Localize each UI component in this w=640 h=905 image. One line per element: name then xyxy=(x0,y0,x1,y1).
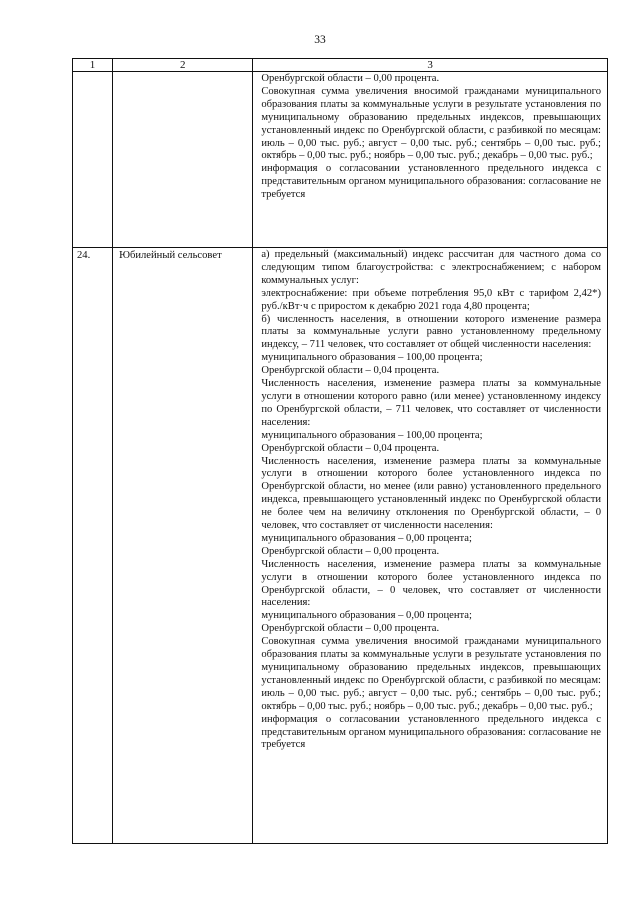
row-description xyxy=(253,248,608,844)
paragraph: Численность населения, изменение размера платы за коммунальные услуги в отношении которого более установленного индекса по Оренбургской области, но менее (или равно) установленного предельного индекса, превышающего установленный индекс по Оренбургской области не более чем на величину отклонения по Оренбургской области, – 0 человек, что составляет от численности населения: xyxy=(261,455,601,532)
paragraph: муниципального образования – 100,00 процента; xyxy=(261,352,483,364)
paragraph: электроснабжение: при объеме потребления 95,0 кВт с тарифом 2,42*) руб./кВт·ч с приростом к декабрю 2021 года 4,80 процента; xyxy=(261,287,601,312)
paragraph: Оренбургской области – 0,00 процента. xyxy=(261,623,440,635)
paragraph: Оренбургской области – 0,04 процента. xyxy=(261,365,440,377)
row-description xyxy=(253,72,608,248)
paragraph: Численность населения, изменение размера платы за коммунальные услуги в отношении которого более установленного индекса по Оренбургской области, – 0 человек, что составляет от численности населения: xyxy=(261,558,601,609)
data-table xyxy=(72,58,608,844)
paragraph: Численность населения, изменение размера платы за коммунальные услуги в отношении которого равно (или менее) установленному индексу по Оренбургской области, – 711 человек, что составляет от численности населения: xyxy=(261,378,601,428)
paragraph: Оренбургской области – 0,04 процента. xyxy=(261,442,440,454)
paragraph: информация о согласовании установленного предельного индекса с представительным органом муниципального образования: согласование не требуется xyxy=(261,163,601,201)
row-number: 24. xyxy=(73,248,113,844)
paragraph: муниципального образования – 0,00 процента; xyxy=(261,610,472,622)
paragraph: информация о согласовании установленного предельного индекса с представительным органом муниципального образования: согласование не требуется xyxy=(261,713,601,751)
header-col-1: 1 xyxy=(73,59,113,72)
paragraph: Совокупная сумма увеличения вносимой гражданами муниципального образования платы за коммунальные услуги в результате установления по муниципальному образованию предельных индексов, превышающих установленный индекс по Оренбургской области, с разбивкой по месяцам: июль – 0,00 тыс. руб.; август – 0,00 тыс. руб.; сентябрь – 0,00 тыс. руб.; октябрь – 0,00 тыс. руб.; ноябрь – 0,00 тыс. руб.; декабрь – 0,00 тыс. руб.; xyxy=(261,636,601,712)
table-header-row xyxy=(73,59,608,72)
municipality-name: Юбилейный сельсовет xyxy=(113,248,253,844)
paragraph: муниципального образования – 0,00 процента; xyxy=(261,532,472,544)
paragraph: Оренбургской области – 0,00 процента. xyxy=(261,545,440,557)
table-row xyxy=(73,248,608,844)
header-col-3: 3 xyxy=(253,59,608,72)
paragraph: муниципального образования – 100,00 процента; xyxy=(261,429,483,441)
page-number: 33 xyxy=(314,34,326,46)
paragraph: Оренбургской области – 0,00 процента. xyxy=(261,73,440,84)
header-col-2: 2 xyxy=(113,59,253,72)
row-number xyxy=(73,72,113,248)
table-row xyxy=(73,72,608,248)
paragraph: а) предельный (максимальный) индекс рассчитан для частного дома со следующим типом благоустройства: с электроснабжением; с набором коммунальных услуг: xyxy=(261,249,601,286)
paragraph: Совокупная сумма увеличения вносимой гражданами муниципального образования платы за коммунальные услуги в результате установления по муниципальному образованию предельных индексов, превышающих установленный индекс по Оренбургской области, с разбивкой по месяцам: июль – 0,00 тыс. руб.; август – 0,00 тыс. руб.; сентябрь – 0,00 тыс. руб.; октябрь – 0,00 тыс. руб.; ноябрь – 0,00 тыс. руб.; декабрь – 0,00 тыс. руб.; xyxy=(261,85,601,162)
municipality-name xyxy=(113,72,253,248)
paragraph: б) численность населения, в отношении которого изменение размера платы за коммунальные услуги равно установленному предельному индексу, – 711 человек, что составляет от общей численности населения: xyxy=(261,313,601,351)
